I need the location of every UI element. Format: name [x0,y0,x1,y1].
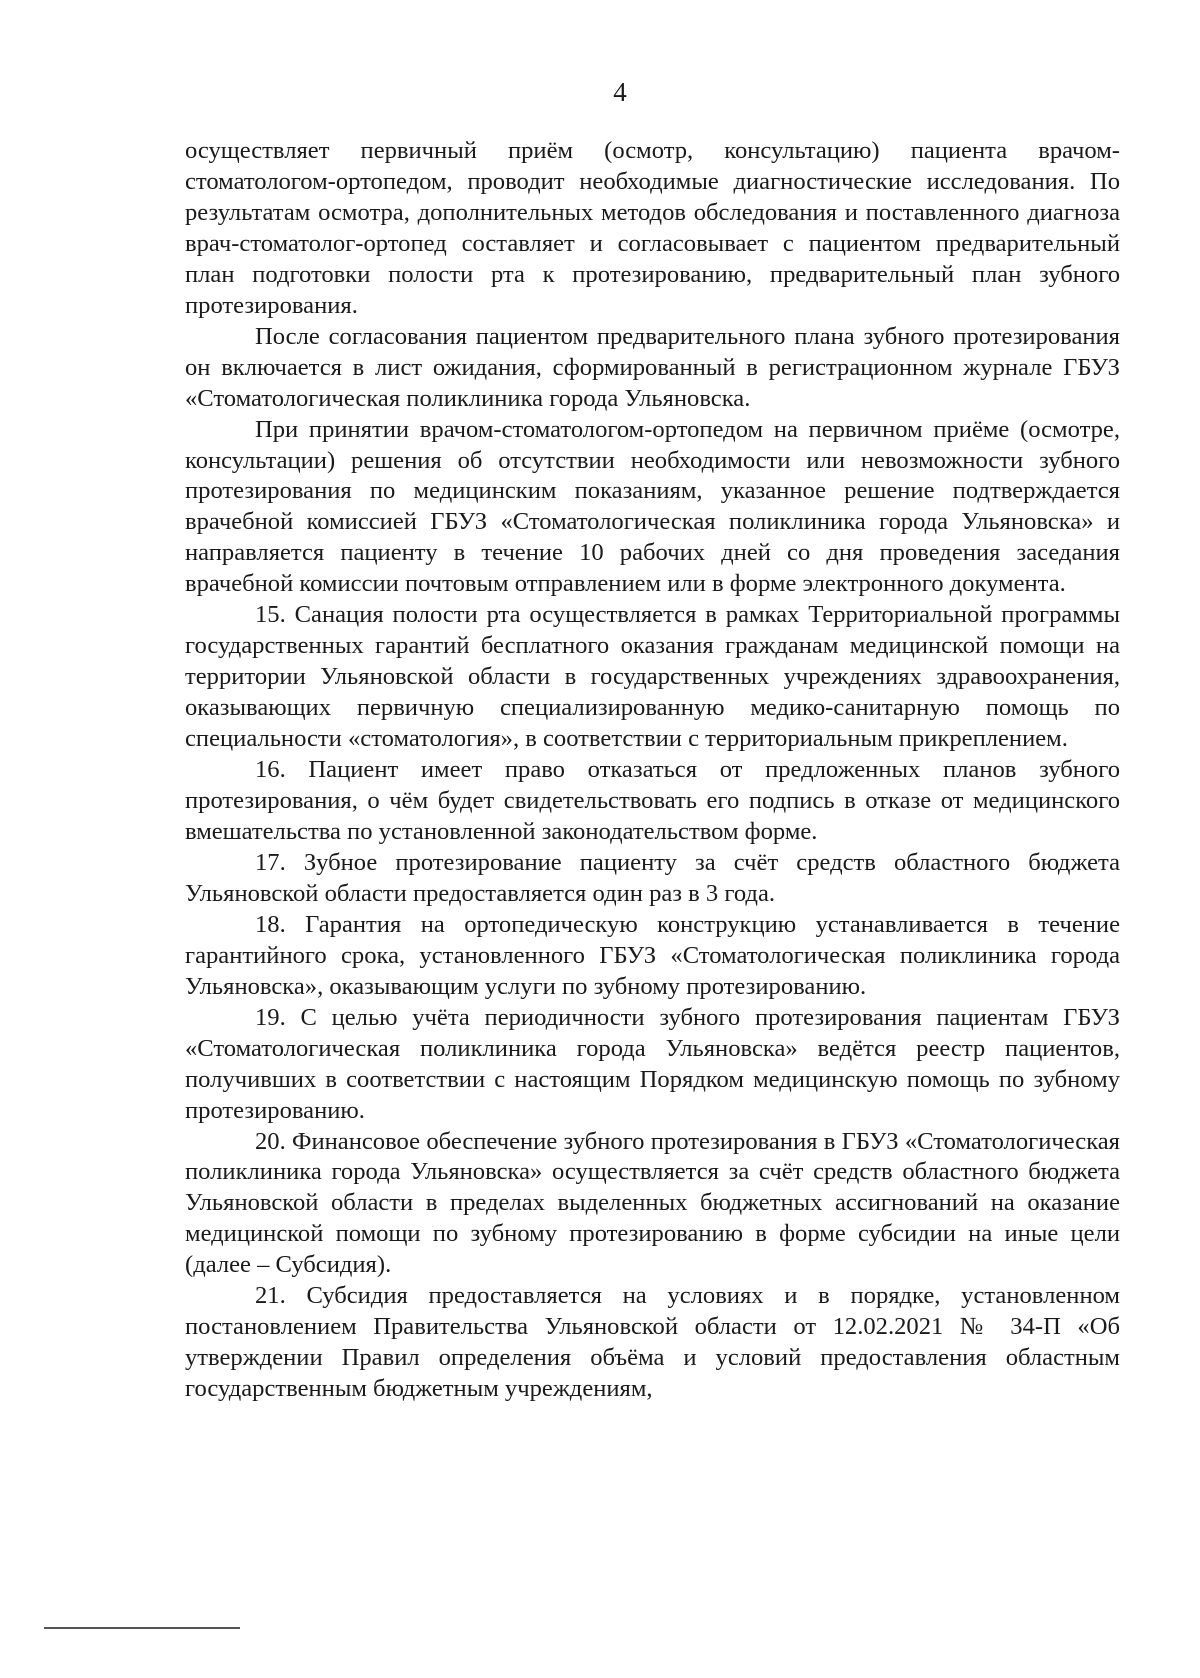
footer-rule [44,1627,240,1629]
paragraph-waiting-list: После согласования пациентом предварительного плана зубного протезирования он включается в лист ожидания, сформированный в регистрационном журнале ГБУЗ «Стоматологическая поликлиника города Ульяновска. [185,322,1120,412]
document-body [185,136,1120,1405]
paragraph-refusal-decision: При принятии врачом-стоматологом-ортопедом на первичном приёме (осмотре, консультации) решения об отсутствии необходимости или невозможности зубного протезирования по медицинским показаниям, указанное решение подтверждается врачебной комиссией ГБУЗ «Стоматологическая поликлиника города Ульяновска» и направляется пациенту в течение 10 рабочих дней со дня проведения заседания врачебной комиссии почтовым отправлением или в форме электронного документа. [185,415,1120,598]
paragraph-item-16: 16. Пациент имеет право отказаться от предложенных планов зубного протезирования, о чём будет свидетельствовать его подпись в отказе от медицинского вмешательства по установленной законодательством форме. [185,756,1120,845]
paragraph-item-20: 20. Финансовое обеспечение зубного протезирования в ГБУЗ «Стоматологическая поликлиника города Ульяновска» осуществляется за счёт средств областного бюджета Ульяновской области в пределах выделенных бюджетных ассигнований на оказание медицинской помощи по зубному протезированию в форме субсидии на иные цели (далее – Субсидия). [185,1127,1120,1279]
paragraph-item-19: 19. С целью учёта периодичности зубного протезирования пациентам ГБУЗ «Стоматологическая поликлиника города Ульяновска» ведётся реестр пациентов, получивших в соответствии с настоящим Порядком медицинскую помощь по зубному протезированию. [185,1003,1120,1124]
page-number: 4 [613,77,627,107]
paragraph-item-17: 17. Зубное протезирование пациенту за счёт средств областного бюджета Ульяновской области предоставляется один раз в 3 года. [185,848,1120,907]
paragraph-item-18: 18. Гарантия на ортопедическую конструкцию устанавливается в течение гарантийного срока, установленного ГБУЗ «Стоматологическая поликлиника города Ульяновска», оказывающим услуги по зубному протезированию. [185,910,1120,1000]
paragraph-item-21: 21. Субсидия предоставляется на условиях и в порядке, установленном постановлением Правительства Ульяновской области от 12.02.2021 № 34-П «Об утверждении Правил определения объёма и условий предоставления областным государственным бюджетным учреждениям, [185,1282,1120,1403]
paragraph-item-15: 15. Санация полости рта осуществляется в рамках Территориальной программы государственных гарантий бесплатного оказания гражданам медицинской помощи на территории Ульяновской области в государственных учреждениях здравоохранения, оказывающих первичную специализированную медико-санитарную помощь по специальности «стоматология», в соответствии с территориальным прикреплением. [185,601,1120,753]
paragraph-intake-continuation: осуществляет первичный приём (осмотр, консультацию) пациента врачом-стоматологом-ортопедом, проводит необходимые диагностические исследования. По результатам осмотра, дополнительных методов обследования и поставленного диагноза врач-стоматолог-ортопед составляет и согласовывает с пациентом предварительный план подготовки полости рта к протезированию, предварительный план зубного протезирования. [185,137,1120,319]
